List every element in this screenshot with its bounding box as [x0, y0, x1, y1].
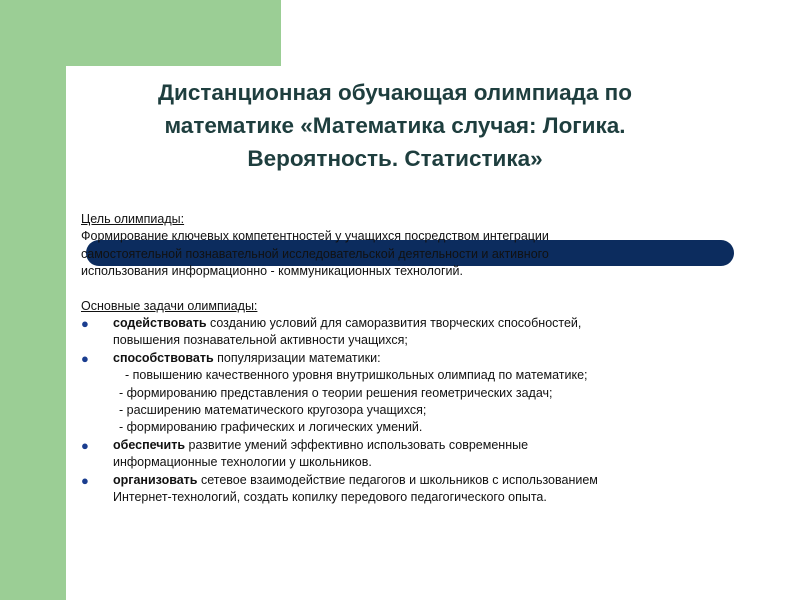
task-text: информационные технологии у школьников. — [113, 455, 372, 470]
task-item — [81, 437, 761, 472]
task-verb: содействовать — [113, 316, 207, 331]
goal-line: использования информационно - коммуникационных технологий. — [81, 264, 463, 279]
goal-line: самостоятельной познавательной исследовательской деятельности и активного — [81, 246, 549, 261]
slide-title: Дистанционная обучающая олимпиада по математике «Математика случая: Логика. Вероятность. Статистика» — [157, 80, 633, 171]
goal-line: Формирование ключевых компетентностей у учащихся посредством интеграции — [81, 229, 549, 244]
background-green-strip — [0, 0, 66, 600]
task-item — [81, 472, 761, 507]
task-verb: способствовать — [113, 350, 214, 365]
bullet-icon: ● — [81, 472, 89, 488]
task-subitem: - повышению качественного уровня внутришкольных олимпиад по математике; — [125, 368, 588, 383]
slide-body — [81, 211, 761, 507]
bullet-icon: ● — [81, 437, 89, 453]
task-text: повышения познавательной активности учащихся; — [113, 333, 408, 348]
task-text: созданию условий для саморазвития творческих способностей, — [206, 316, 582, 331]
task-item — [81, 350, 761, 367]
task-text: развитие умений эффективно использовать современные — [185, 437, 529, 452]
bullet-icon: ● — [81, 316, 89, 332]
task-verb: обеспечить — [113, 437, 186, 452]
task-text: популяризации математики: — [213, 350, 381, 365]
task-text: сетевое взаимодействие педагогов и школьников с использованием — [197, 472, 598, 487]
task-verb: организовать — [113, 472, 198, 487]
tasks-heading: Основные задачи олимпиады: — [81, 298, 258, 313]
task-item — [81, 315, 761, 350]
task-text: Интернет-технологий, создать копилку передового педагогического опыта. — [113, 490, 547, 505]
background-green-block — [0, 0, 281, 66]
task-subitem: - формированию графических и логических умений. — [119, 420, 423, 435]
goal-heading: Цель олимпиады: — [81, 212, 185, 226]
task-subitem: - формированию представления о теории решения геометрических задач; — [119, 385, 553, 400]
bullet-icon: ● — [81, 350, 89, 366]
task-subitem: - расширению математического кругозора учащихся; — [119, 403, 427, 418]
